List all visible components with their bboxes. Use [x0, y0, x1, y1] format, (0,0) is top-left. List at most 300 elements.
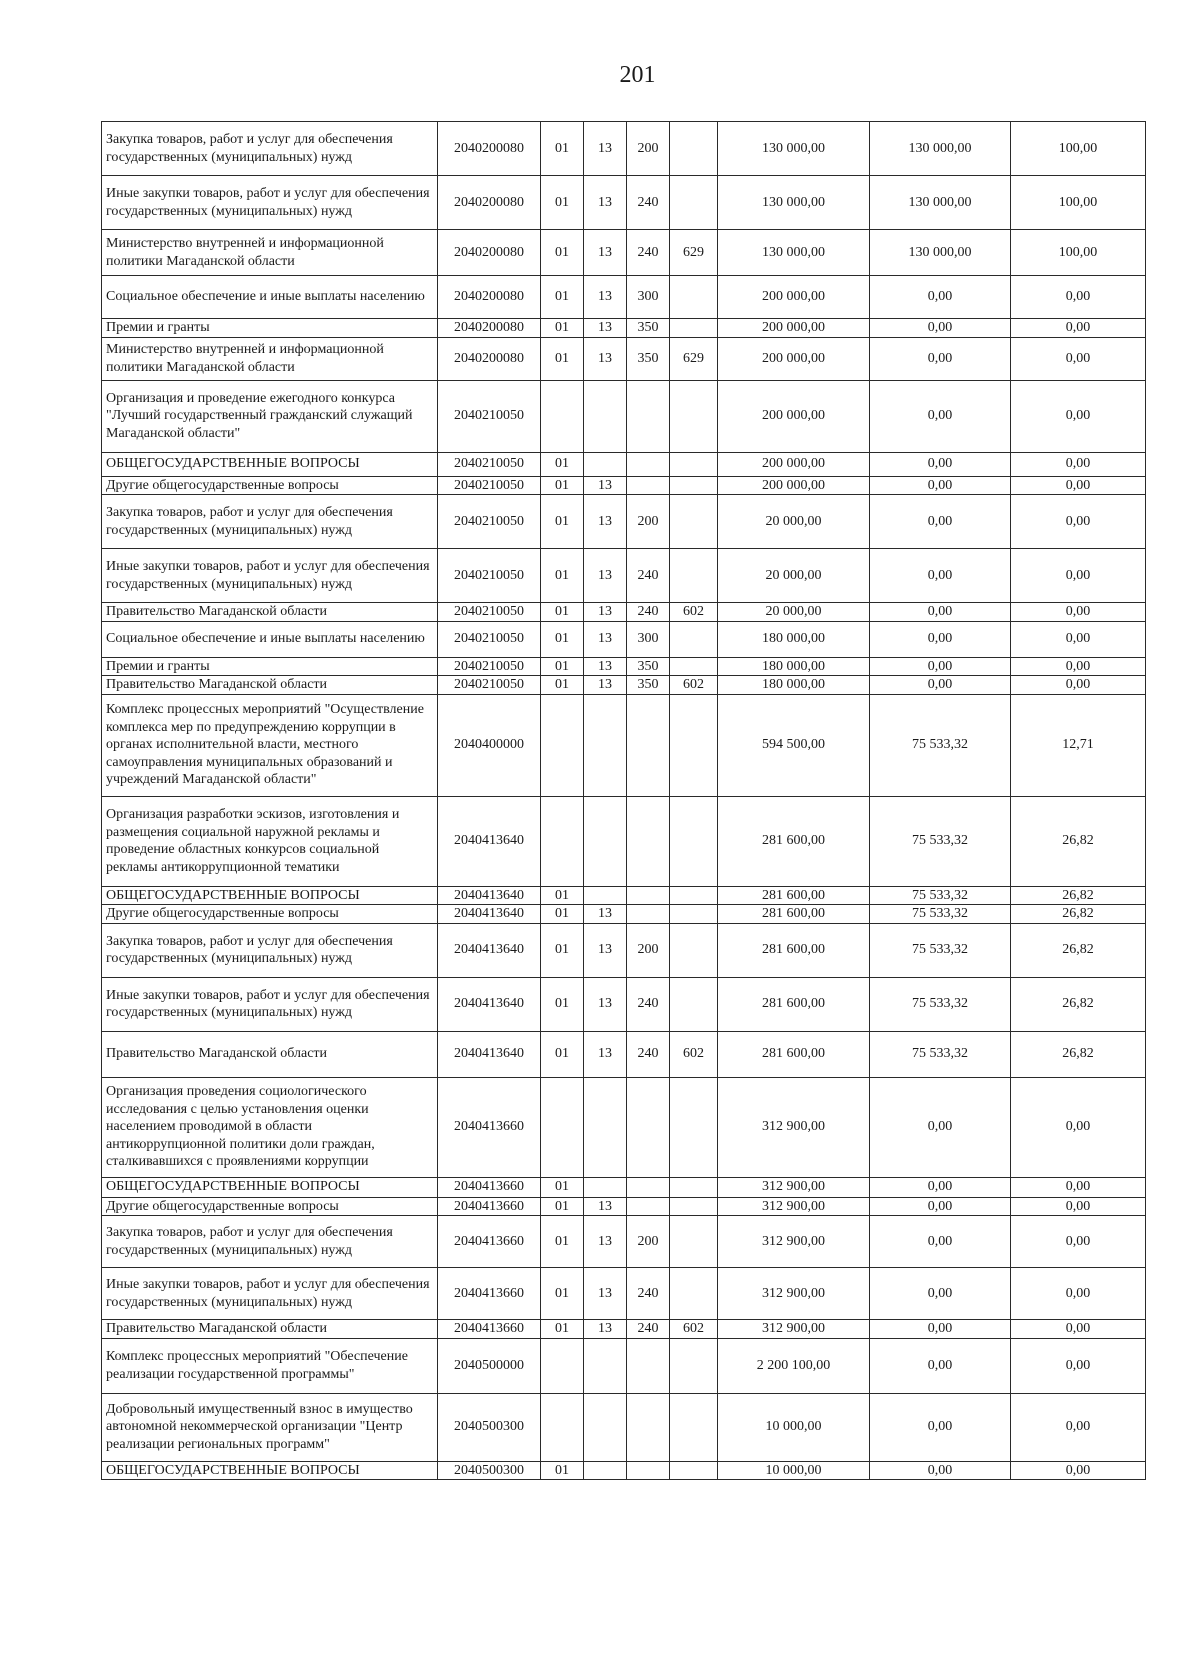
row-execution-percent: 0,00 [1011, 452, 1146, 476]
row-name: Правительство Магаданской области [102, 603, 438, 622]
row-expense-type: 240 [627, 1031, 670, 1077]
row-expense-type: 240 [627, 1268, 670, 1320]
row-code: 2040500000 [438, 1338, 541, 1393]
row-executed-amount: 130 000,00 [870, 176, 1011, 230]
row-execution-percent: 0,00 [1011, 676, 1146, 695]
row-planned-amount: 10 000,00 [718, 1461, 870, 1480]
row-code: 2040210050 [438, 495, 541, 549]
row-section: 01 [541, 603, 584, 622]
row-planned-amount: 281 600,00 [718, 796, 870, 886]
row-code: 2040200080 [438, 176, 541, 230]
row-code: 2040210050 [438, 452, 541, 476]
row-planned-amount: 20 000,00 [718, 495, 870, 549]
row-section [541, 694, 584, 796]
row-section: 01 [541, 337, 584, 380]
row-execution-percent: 26,82 [1011, 1031, 1146, 1077]
row-executed-amount: 0,00 [870, 1268, 1011, 1320]
row-subsection [584, 1461, 627, 1480]
row-executed-amount: 0,00 [870, 621, 1011, 657]
row-subsection: 13 [584, 1320, 627, 1339]
row-administrator [670, 1268, 718, 1320]
row-expense-type: 350 [627, 319, 670, 338]
row-planned-amount: 312 900,00 [718, 1077, 870, 1177]
row-administrator [670, 1461, 718, 1480]
row-section: 01 [541, 452, 584, 476]
row-name: Закупка товаров, работ и услуг для обеспечения государственных (муниципальных) нужд [102, 923, 438, 977]
row-section: 01 [541, 886, 584, 905]
table-row [102, 1338, 1146, 1393]
table-body [102, 122, 1146, 1480]
row-expense-type: 300 [627, 621, 670, 657]
row-subsection: 13 [584, 1031, 627, 1077]
row-code: 2040400000 [438, 694, 541, 796]
row-administrator [670, 1216, 718, 1268]
row-executed-amount: 0,00 [870, 549, 1011, 603]
row-section [541, 380, 584, 452]
table-row [102, 1461, 1146, 1480]
row-expense-type [627, 1461, 670, 1480]
row-expense-type [627, 380, 670, 452]
row-execution-percent: 26,82 [1011, 905, 1146, 924]
row-expense-type [627, 1177, 670, 1197]
row-execution-percent: 26,82 [1011, 886, 1146, 905]
row-subsection: 13 [584, 495, 627, 549]
row-execution-percent: 0,00 [1011, 621, 1146, 657]
row-section: 01 [541, 1197, 584, 1216]
row-name: Закупка товаров, работ и услуг для обеспечения государственных (муниципальных) нужд [102, 1216, 438, 1268]
table-row [102, 905, 1146, 924]
row-code: 2040413660 [438, 1320, 541, 1339]
row-name: ОБЩЕГОСУДАРСТВЕННЫЕ ВОПРОСЫ [102, 1177, 438, 1197]
row-code: 2040200080 [438, 337, 541, 380]
row-executed-amount: 75 533,32 [870, 1031, 1011, 1077]
row-name: Иные закупки товаров, работ и услуг для обеспечения государственных (муниципальных) нужд [102, 176, 438, 230]
row-subsection: 13 [584, 276, 627, 319]
row-execution-percent: 0,00 [1011, 1393, 1146, 1461]
row-code: 2040210050 [438, 549, 541, 603]
row-executed-amount: 0,00 [870, 276, 1011, 319]
row-code: 2040413640 [438, 796, 541, 886]
row-executed-amount: 75 533,32 [870, 796, 1011, 886]
row-execution-percent: 0,00 [1011, 476, 1146, 495]
row-name: Правительство Магаданской области [102, 1031, 438, 1077]
row-expense-type: 350 [627, 676, 670, 695]
row-planned-amount: 200 000,00 [718, 337, 870, 380]
row-execution-percent: 0,00 [1011, 1216, 1146, 1268]
row-name: ОБЩЕГОСУДАРСТВЕННЫЕ ВОПРОСЫ [102, 886, 438, 905]
row-execution-percent: 0,00 [1011, 657, 1146, 676]
row-planned-amount: 281 600,00 [718, 886, 870, 905]
row-expense-type: 200 [627, 122, 670, 176]
row-expense-type: 240 [627, 603, 670, 622]
row-executed-amount: 0,00 [870, 657, 1011, 676]
row-executed-amount: 0,00 [870, 495, 1011, 549]
row-name: Министерство внутренней и информационной политики Магаданской области [102, 230, 438, 276]
row-planned-amount: 180 000,00 [718, 657, 870, 676]
row-planned-amount: 2 200 100,00 [718, 1338, 870, 1393]
row-planned-amount: 281 600,00 [718, 977, 870, 1031]
row-executed-amount: 0,00 [870, 337, 1011, 380]
row-code: 2040200080 [438, 230, 541, 276]
row-administrator [670, 1077, 718, 1177]
row-name: Иные закупки товаров, работ и услуг для обеспечения государственных (муниципальных) нужд [102, 977, 438, 1031]
row-name: Организация проведения социологического исследования с целью установления оценки населением проводимой в области антикоррупционной политики доли граждан, сталкивавшихся с проявлениями коррупции [102, 1077, 438, 1177]
row-name: Иные закупки товаров, работ и услуг для обеспечения государственных (муниципальных) нужд [102, 549, 438, 603]
row-expense-type: 200 [627, 1216, 670, 1268]
row-expense-type [627, 452, 670, 476]
row-executed-amount: 75 533,32 [870, 905, 1011, 924]
row-expense-type: 240 [627, 977, 670, 1031]
row-section: 01 [541, 657, 584, 676]
row-planned-amount: 200 000,00 [718, 476, 870, 495]
table-row [102, 1197, 1146, 1216]
row-code: 2040210050 [438, 380, 541, 452]
row-expense-type [627, 886, 670, 905]
row-expense-type [627, 1197, 670, 1216]
row-executed-amount: 0,00 [870, 1393, 1011, 1461]
row-section: 01 [541, 1461, 584, 1480]
row-subsection [584, 796, 627, 886]
row-execution-percent: 0,00 [1011, 1077, 1146, 1177]
row-administrator [670, 905, 718, 924]
table-row [102, 380, 1146, 452]
row-execution-percent: 0,00 [1011, 1338, 1146, 1393]
row-planned-amount: 200 000,00 [718, 380, 870, 452]
row-section [541, 1393, 584, 1461]
row-subsection [584, 1393, 627, 1461]
row-subsection [584, 452, 627, 476]
row-execution-percent: 0,00 [1011, 1461, 1146, 1480]
row-administrator [670, 476, 718, 495]
row-executed-amount: 0,00 [870, 1461, 1011, 1480]
row-executed-amount: 0,00 [870, 319, 1011, 338]
row-planned-amount: 281 600,00 [718, 1031, 870, 1077]
row-administrator [670, 977, 718, 1031]
table-row [102, 319, 1146, 338]
row-expense-type [627, 1077, 670, 1177]
row-section: 01 [541, 1268, 584, 1320]
row-execution-percent: 0,00 [1011, 603, 1146, 622]
row-administrator [670, 796, 718, 886]
row-code: 2040210050 [438, 476, 541, 495]
table-row [102, 676, 1146, 695]
row-code: 2040500300 [438, 1461, 541, 1480]
table-row [102, 337, 1146, 380]
row-expense-type: 240 [627, 176, 670, 230]
row-executed-amount: 0,00 [870, 1177, 1011, 1197]
row-subsection: 13 [584, 476, 627, 495]
row-administrator [670, 1177, 718, 1197]
row-execution-percent: 100,00 [1011, 230, 1146, 276]
row-subsection [584, 1177, 627, 1197]
row-planned-amount: 10 000,00 [718, 1393, 870, 1461]
row-executed-amount: 130 000,00 [870, 230, 1011, 276]
row-administrator [670, 452, 718, 476]
row-subsection [584, 1338, 627, 1393]
row-expense-type: 240 [627, 1320, 670, 1339]
row-name: Премии и гранты [102, 657, 438, 676]
row-subsection: 13 [584, 230, 627, 276]
row-expense-type: 200 [627, 495, 670, 549]
row-section: 01 [541, 621, 584, 657]
row-execution-percent: 0,00 [1011, 337, 1146, 380]
row-execution-percent: 26,82 [1011, 923, 1146, 977]
row-section: 01 [541, 176, 584, 230]
row-planned-amount: 312 900,00 [718, 1216, 870, 1268]
row-subsection: 13 [584, 176, 627, 230]
row-planned-amount: 200 000,00 [718, 319, 870, 338]
row-code: 2040200080 [438, 319, 541, 338]
row-execution-percent: 12,71 [1011, 694, 1146, 796]
table-row [102, 549, 1146, 603]
row-expense-type [627, 905, 670, 924]
row-code: 2040413660 [438, 1177, 541, 1197]
table-row [102, 923, 1146, 977]
row-subsection: 13 [584, 319, 627, 338]
row-planned-amount: 180 000,00 [718, 621, 870, 657]
row-section: 01 [541, 977, 584, 1031]
row-administrator [670, 276, 718, 319]
row-planned-amount: 130 000,00 [718, 176, 870, 230]
row-section: 01 [541, 905, 584, 924]
row-administrator: 602 [670, 1320, 718, 1339]
row-planned-amount: 312 900,00 [718, 1177, 870, 1197]
row-code: 2040210050 [438, 657, 541, 676]
row-subsection: 13 [584, 621, 627, 657]
row-expense-type [627, 1393, 670, 1461]
row-execution-percent: 0,00 [1011, 1197, 1146, 1216]
table-row [102, 495, 1146, 549]
row-code: 2040500300 [438, 1393, 541, 1461]
row-name: Социальное обеспечение и иные выплаты населению [102, 621, 438, 657]
table-row [102, 176, 1146, 230]
row-planned-amount: 312 900,00 [718, 1320, 870, 1339]
row-section: 01 [541, 495, 584, 549]
row-executed-amount: 0,00 [870, 380, 1011, 452]
row-administrator: 602 [670, 676, 718, 695]
row-planned-amount: 594 500,00 [718, 694, 870, 796]
table-row [102, 1268, 1146, 1320]
row-planned-amount: 20 000,00 [718, 603, 870, 622]
row-code: 2040413640 [438, 886, 541, 905]
row-code: 2040413660 [438, 1268, 541, 1320]
row-planned-amount: 130 000,00 [718, 122, 870, 176]
row-expense-type: 240 [627, 230, 670, 276]
row-name: Министерство внутренней и информационной политики Магаданской области [102, 337, 438, 380]
row-expense-type: 200 [627, 923, 670, 977]
row-section: 01 [541, 1177, 584, 1197]
row-subsection: 13 [584, 1197, 627, 1216]
row-name: Другие общегосударственные вопросы [102, 476, 438, 495]
row-code: 2040210050 [438, 603, 541, 622]
row-execution-percent: 0,00 [1011, 276, 1146, 319]
row-administrator [670, 1393, 718, 1461]
row-section [541, 1077, 584, 1177]
table-row [102, 122, 1146, 176]
row-execution-percent: 0,00 [1011, 495, 1146, 549]
row-administrator: 602 [670, 1031, 718, 1077]
row-name: Комплекс процессных мероприятий "Осуществление комплекса мер по предупреждению коррупции в органах исполнительной власти, местного самоуправления муниципальных образований и учреждений Магаданской области" [102, 694, 438, 796]
row-subsection: 13 [584, 1216, 627, 1268]
row-administrator: 629 [670, 230, 718, 276]
table-row [102, 1393, 1146, 1461]
row-expense-type: 300 [627, 276, 670, 319]
row-administrator [670, 176, 718, 230]
row-section: 01 [541, 122, 584, 176]
table-row [102, 1320, 1146, 1339]
row-code: 2040200080 [438, 122, 541, 176]
row-subsection: 13 [584, 977, 627, 1031]
row-section: 01 [541, 276, 584, 319]
row-administrator: 602 [670, 603, 718, 622]
row-planned-amount: 130 000,00 [718, 230, 870, 276]
table-row [102, 1216, 1146, 1268]
row-subsection: 13 [584, 676, 627, 695]
row-planned-amount: 180 000,00 [718, 676, 870, 695]
row-name: Организация разработки эскизов, изготовления и размещения социальной наружной рекламы и проведение областных конкурсов социальной рекламы антикоррупционной тематики [102, 796, 438, 886]
row-code: 2040413660 [438, 1197, 541, 1216]
row-executed-amount: 0,00 [870, 1077, 1011, 1177]
row-execution-percent: 100,00 [1011, 176, 1146, 230]
row-code: 2040413640 [438, 1031, 541, 1077]
row-execution-percent: 0,00 [1011, 549, 1146, 603]
table-row [102, 452, 1146, 476]
row-expense-type: 350 [627, 657, 670, 676]
table-row [102, 276, 1146, 319]
row-planned-amount: 281 600,00 [718, 905, 870, 924]
row-code: 2040413660 [438, 1077, 541, 1177]
row-planned-amount: 20 000,00 [718, 549, 870, 603]
row-executed-amount: 75 533,32 [870, 977, 1011, 1031]
row-section: 01 [541, 1216, 584, 1268]
row-planned-amount: 281 600,00 [718, 923, 870, 977]
row-subsection: 13 [584, 923, 627, 977]
row-subsection: 13 [584, 122, 627, 176]
row-name: Добровольный имущественный взнос в имущество автономной некоммерческой организации "Центр реализации региональных программ" [102, 1393, 438, 1461]
row-planned-amount: 312 900,00 [718, 1197, 870, 1216]
row-expense-type [627, 1338, 670, 1393]
row-expense-type [627, 796, 670, 886]
row-administrator [670, 549, 718, 603]
table-row [102, 977, 1146, 1031]
row-executed-amount: 0,00 [870, 676, 1011, 695]
table-row [102, 886, 1146, 905]
budget-execution-table [101, 121, 1146, 1480]
row-executed-amount: 0,00 [870, 476, 1011, 495]
row-execution-percent: 26,82 [1011, 796, 1146, 886]
row-code: 2040210050 [438, 676, 541, 695]
row-planned-amount: 200 000,00 [718, 452, 870, 476]
row-name: Правительство Магаданской области [102, 1320, 438, 1339]
row-expense-type: 350 [627, 337, 670, 380]
row-expense-type: 240 [627, 549, 670, 603]
row-code: 2040413660 [438, 1216, 541, 1268]
row-executed-amount: 0,00 [870, 1216, 1011, 1268]
row-name: Правительство Магаданской области [102, 676, 438, 695]
row-execution-percent: 100,00 [1011, 122, 1146, 176]
row-name: Комплекс процессных мероприятий "Обеспечение реализации государственной программы" [102, 1338, 438, 1393]
row-name: Премии и гранты [102, 319, 438, 338]
row-administrator [670, 621, 718, 657]
row-administrator [670, 122, 718, 176]
row-section: 01 [541, 549, 584, 603]
row-execution-percent: 0,00 [1011, 1177, 1146, 1197]
row-planned-amount: 312 900,00 [718, 1268, 870, 1320]
row-section: 01 [541, 476, 584, 495]
row-subsection: 13 [584, 1268, 627, 1320]
row-subsection [584, 1077, 627, 1177]
row-executed-amount: 0,00 [870, 1338, 1011, 1393]
row-administrator [670, 923, 718, 977]
row-subsection: 13 [584, 603, 627, 622]
table-row [102, 1177, 1146, 1197]
row-name: Другие общегосударственные вопросы [102, 1197, 438, 1216]
row-name: Организация и проведение ежегодного конкурса "Лучший государственный гражданский служащий Магаданской области" [102, 380, 438, 452]
row-subsection [584, 886, 627, 905]
row-code: 2040210050 [438, 621, 541, 657]
row-administrator: 629 [670, 337, 718, 380]
row-subsection [584, 380, 627, 452]
row-section: 01 [541, 1031, 584, 1077]
row-administrator [670, 380, 718, 452]
row-section: 01 [541, 230, 584, 276]
row-subsection: 13 [584, 337, 627, 380]
row-execution-percent: 0,00 [1011, 380, 1146, 452]
row-subsection: 13 [584, 905, 627, 924]
row-subsection [584, 694, 627, 796]
row-code: 2040200080 [438, 276, 541, 319]
row-execution-percent: 0,00 [1011, 1320, 1146, 1339]
table-row [102, 621, 1146, 657]
row-section: 01 [541, 676, 584, 695]
row-name: ОБЩЕГОСУДАРСТВЕННЫЕ ВОПРОСЫ [102, 1461, 438, 1480]
row-administrator [670, 886, 718, 905]
row-executed-amount: 0,00 [870, 1197, 1011, 1216]
row-executed-amount: 0,00 [870, 452, 1011, 476]
row-execution-percent: 0,00 [1011, 1268, 1146, 1320]
row-section [541, 1338, 584, 1393]
row-section: 01 [541, 319, 584, 338]
row-name: Социальное обеспечение и иные выплаты населению [102, 276, 438, 319]
row-administrator [670, 694, 718, 796]
row-code: 2040413640 [438, 905, 541, 924]
row-expense-type [627, 476, 670, 495]
row-administrator [670, 319, 718, 338]
row-execution-percent: 0,00 [1011, 319, 1146, 338]
row-code: 2040413640 [438, 977, 541, 1031]
row-administrator [670, 657, 718, 676]
row-executed-amount: 75 533,32 [870, 886, 1011, 905]
row-administrator [670, 1197, 718, 1216]
table-row [102, 1031, 1146, 1077]
table-row [102, 694, 1146, 796]
row-subsection: 13 [584, 657, 627, 676]
page-number: 201 [619, 62, 656, 88]
row-name: Иные закупки товаров, работ и услуг для обеспечения государственных (муниципальных) нужд [102, 1268, 438, 1320]
row-administrator [670, 495, 718, 549]
row-executed-amount: 75 533,32 [870, 694, 1011, 796]
row-executed-amount: 0,00 [870, 603, 1011, 622]
row-planned-amount: 200 000,00 [718, 276, 870, 319]
row-section: 01 [541, 923, 584, 977]
row-code: 2040413640 [438, 923, 541, 977]
table-row [102, 657, 1146, 676]
table-row [102, 230, 1146, 276]
table-row [102, 603, 1146, 622]
row-name: ОБЩЕГОСУДАРСТВЕННЫЕ ВОПРОСЫ [102, 452, 438, 476]
row-name: Закупка товаров, работ и услуг для обеспечения государственных (муниципальных) нужд [102, 495, 438, 549]
table-row [102, 476, 1146, 495]
